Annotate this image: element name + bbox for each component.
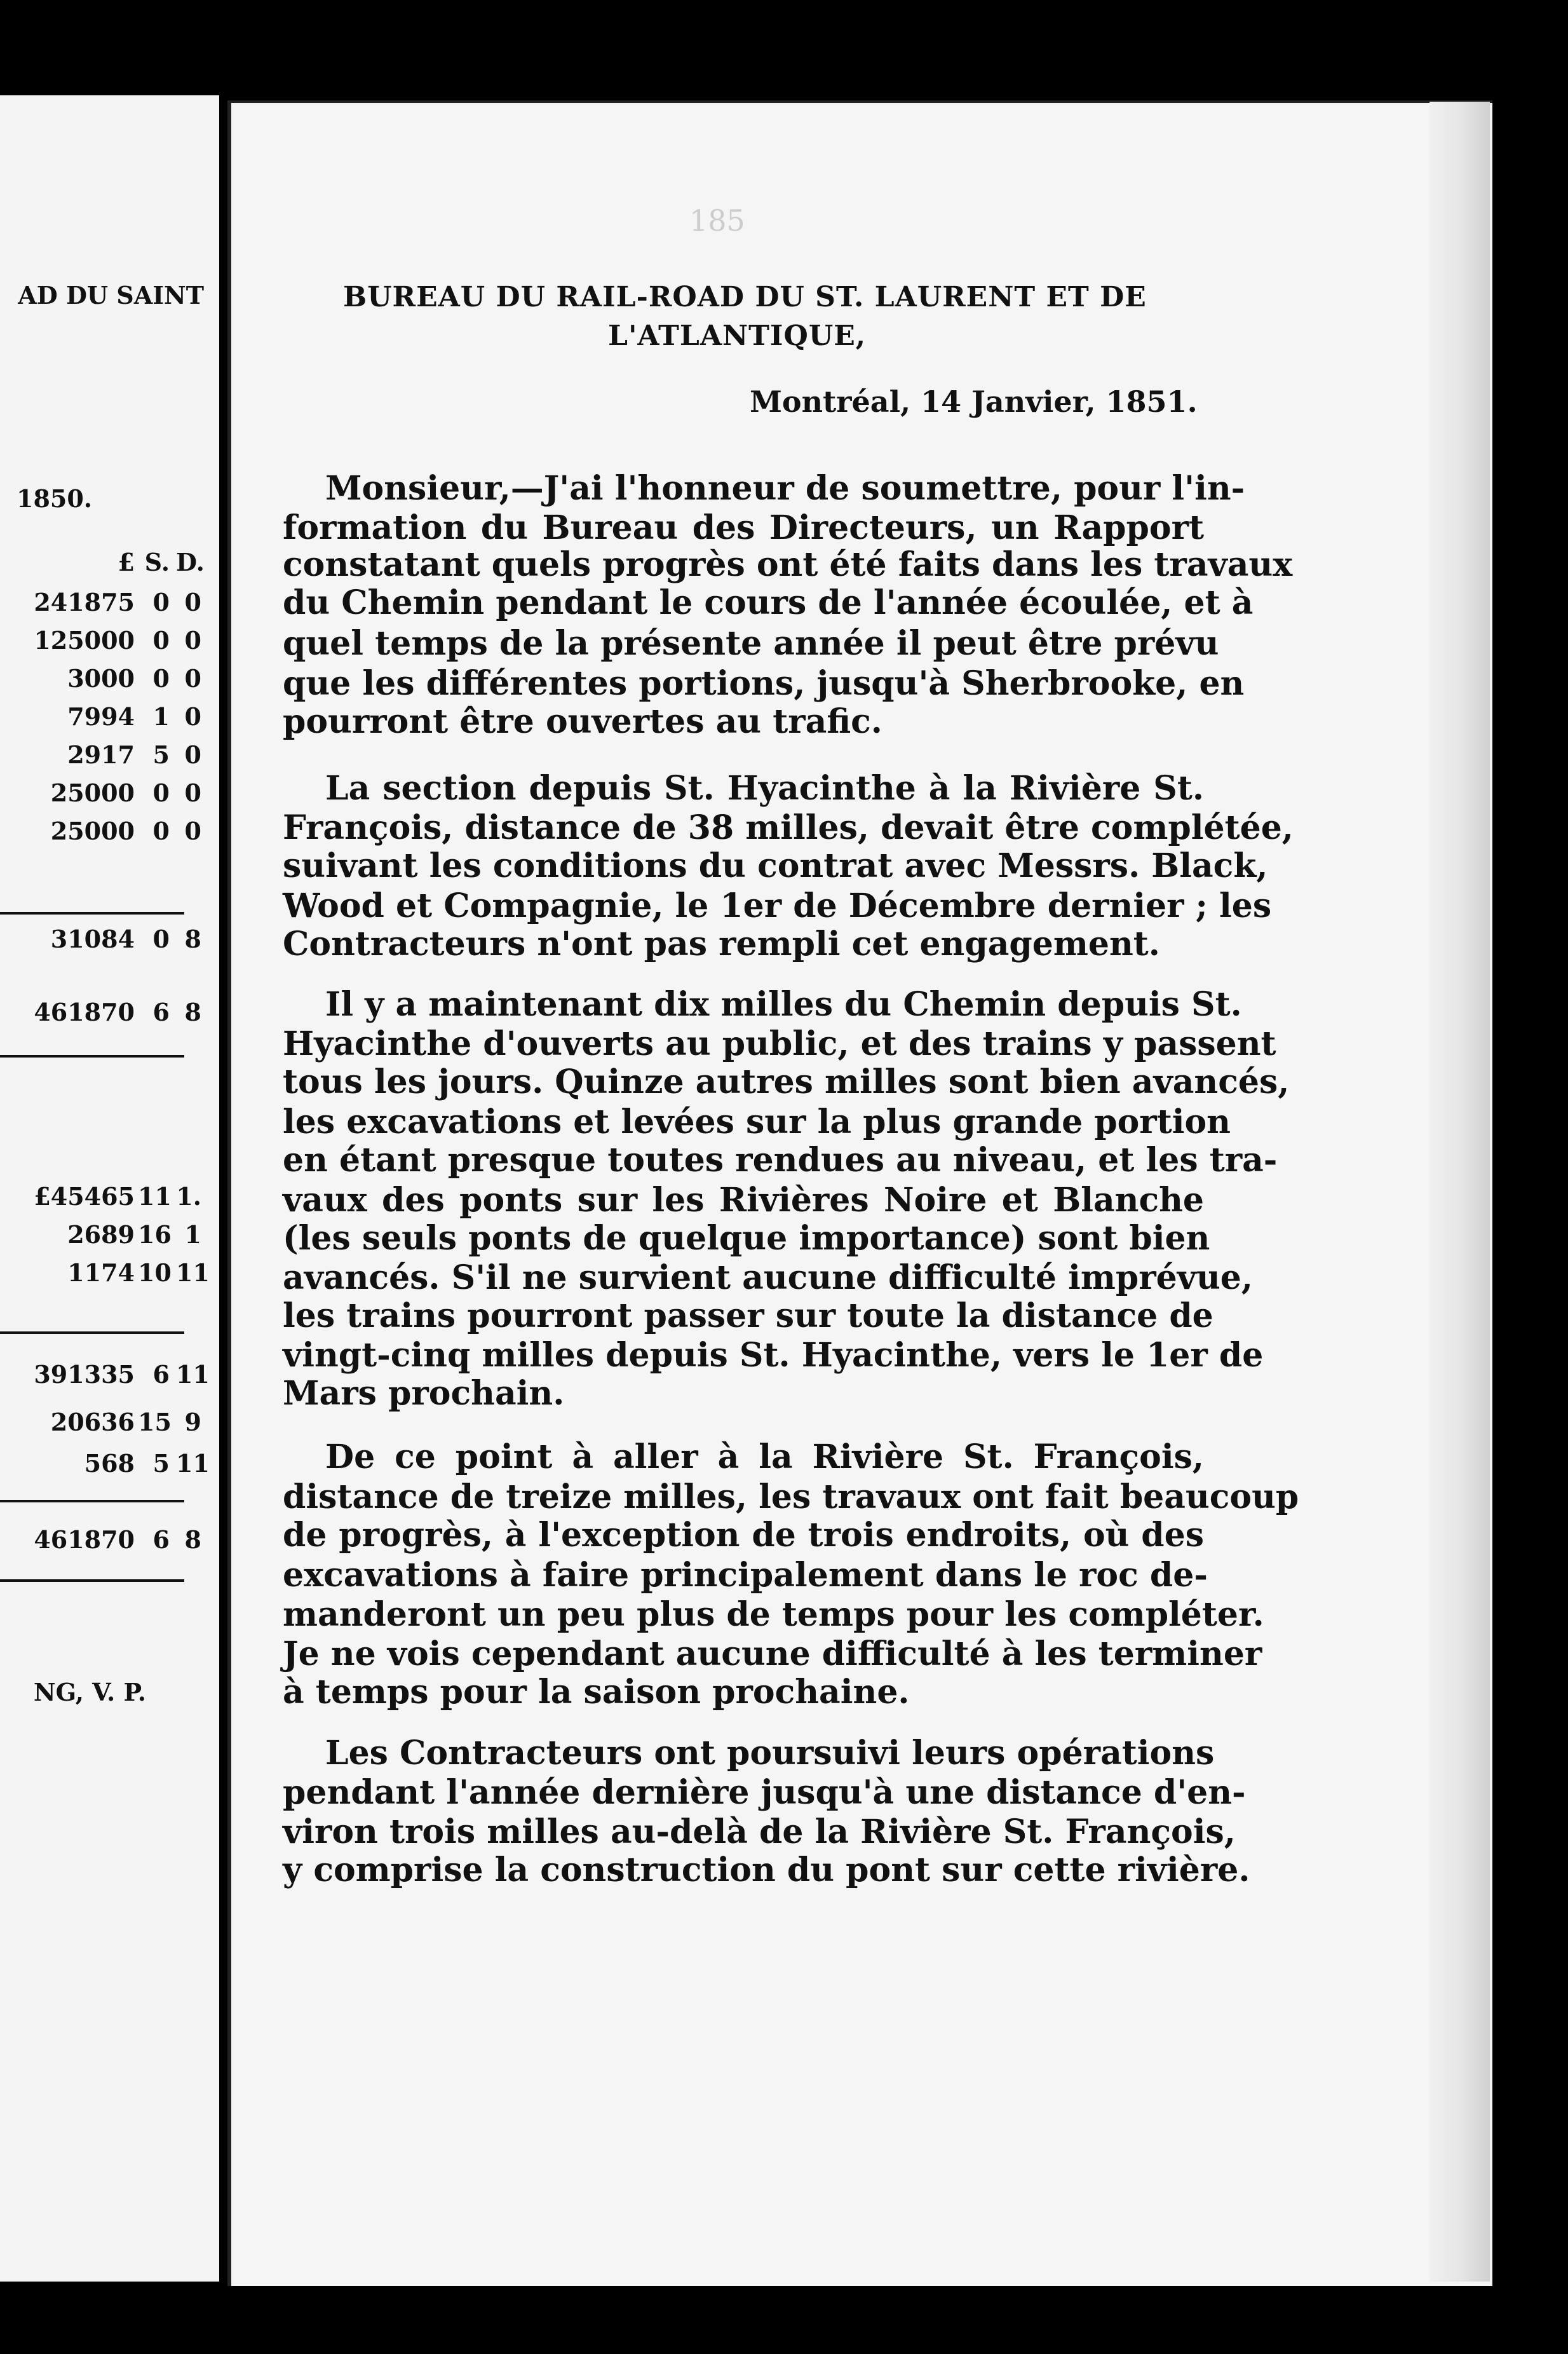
left-page-signature: NG, V. P. [33,1678,146,1706]
ledger-pence: 9 [184,1408,201,1436]
ledger-pence: 0 [184,740,201,769]
pound-header: £ [118,548,135,576]
heading-line-1: BUREAU DU RAIL-ROAD DU ST. LAURENT ET DE [343,281,1147,313]
ledger-pounds: 1174 [67,1258,135,1287]
body-line: De ce point à aller à la Rivière St. François, [325,1438,1204,1476]
left-page-year: 1850. [17,484,92,513]
ledger-pence: 0 [184,626,201,655]
ledger-pence: 11 [176,1449,210,1478]
page-edge [1429,102,1490,2282]
ledger-pence: 11 [176,1258,210,1287]
page-number: 185 [689,203,745,238]
body-line: à temps pour la saison prochaine. [283,1673,910,1711]
body-line: Hyacinthe d'ouverts au public, et des trains y passent [283,1024,1276,1063]
ledger-shillings: 0 [152,779,170,807]
ledger-pounds: 25000 [50,817,135,845]
body-line: constatant quels progrès ont été faits dans les travaux [283,545,1293,584]
body-line: viron trois milles au-delà de la Rivière St. François, [283,1813,1236,1851]
body-line: Monsieur,—J'ai l'honneur de soumettre, pour l'in- [325,469,1245,508]
body-line: vingt-cinq milles depuis St. Hyacinthe, vers le 1er de [283,1336,1264,1375]
ledger-pence: 1 [184,1220,201,1249]
ledger-pence: 8 [184,925,201,953]
ledger-pounds: £45465 [34,1182,135,1211]
ledger-pence: 0 [184,779,201,807]
ledger-shillings: 0 [152,664,170,693]
ledger-pounds: 20636 [50,1408,135,1436]
ledger-shillings: 16 [138,1220,172,1249]
body-line: excavations à faire principalement dans le roc de- [283,1556,1208,1595]
ledger-rule [0,1331,184,1334]
ledger-row [0,1525,219,1557]
ledger-shillings: 6 [152,1525,170,1554]
ledger-rule [0,1579,184,1582]
ledger-row [0,1408,219,1439]
body-line: y comprise la construction du pont sur cette rivière. [283,1851,1250,1889]
ledger-pence: 8 [184,1525,201,1554]
ledger-row [0,1220,219,1252]
ledger-shillings: 10 [138,1258,172,1287]
ledger-shillings: 1 [152,702,170,731]
ledger-pence: 0 [184,588,201,616]
ledger-row [0,817,219,848]
body-line: suivant les conditions du contrat avec Messrs. Black, [283,847,1268,885]
body-line: distance de treize milles, les travaux ont fait beaucoup [283,1478,1299,1516]
ledger-row [0,626,219,658]
ledger-row [0,779,219,810]
body-line: Contracteurs n'ont pas rempli cet engagement. [283,925,1160,963]
ledger-pounds: 7994 [67,702,135,731]
left-page-col-headers [0,548,219,580]
dateline: Montréal, 14 Janvier, 1851. [750,384,1198,419]
ledger-row [0,664,219,696]
ledger-rule [0,912,184,915]
ledger-shillings: 5 [152,740,170,769]
ledger-pence: 0 [184,702,201,731]
body-line: les trains pourront passer sur toute la distance de [283,1296,1213,1335]
ledger-pounds: 31084 [50,925,135,953]
body-line: quel temps de la présente année il peut être prévu [283,624,1219,663]
body-line: Les Contracteurs ont poursuivi leurs opérations [325,1734,1215,1772]
ledger-row [0,1258,219,1290]
ledger-pounds: 241875 [34,588,135,616]
body-line: pendant l'année dernière jusqu'à une distance d'en- [283,1773,1246,1812]
body-line: (les seuls ponts de quelque importance) sont bien [283,1219,1210,1258]
left-page-header: AD DU SAINT [18,281,204,310]
body-line: avancés. S'il ne survient aucune difficulté imprévue, [283,1258,1253,1297]
body-line: que les différentes portions, jusqu'à Sherbrooke, en [283,664,1245,703]
body-line: François, distance de 38 milles, devait être complétée, [283,808,1294,847]
ledger-row [0,588,219,620]
body-line: La section depuis St. Hyacinthe à la Rivière St. [325,769,1204,808]
ledger-row [0,998,219,1030]
body-line: tous les jours. Quinze autres milles sont bien avancés, [283,1063,1290,1101]
ledger-shillings: 0 [152,626,170,655]
ledger-row [0,740,219,772]
ledger-shillings: 5 [152,1449,170,1478]
ledger-shillings: 0 [152,925,170,953]
body-line: pourront être ouvertes au trafic. [283,702,882,741]
pence-header: D. [176,548,205,576]
body-line: formation du Bureau des Directeurs, un Rapport [283,508,1204,547]
body-line: vaux des ponts sur les Rivières Noire et Blanche [283,1181,1204,1220]
ledger-shillings: 11 [138,1182,172,1211]
ledger-row [0,925,219,956]
ledger-pounds: 2917 [67,740,135,769]
ledger-rule [0,1500,184,1502]
ledger-pounds: 461870 [34,998,135,1026]
ledger-shillings: 15 [138,1408,172,1436]
ledger-pence: 11 [176,1360,210,1389]
body-line: manderont un peu plus de temps pour les compléter. [283,1595,1264,1634]
ledger-pounds: 125000 [34,626,135,655]
ledger-pounds: 25000 [50,779,135,807]
shilling-header: S. [144,548,170,576]
ledger-pounds: 391335 [34,1360,135,1389]
body-line: Je ne vois cependant aucune difficulté à les terminer [283,1635,1262,1673]
body-line: en étant presque toutes rendues au niveau, et les tra- [283,1141,1278,1180]
ledger-pounds: 568 [84,1449,135,1478]
body-line: Il y a maintenant dix milles du Chemin depuis St. [325,985,1242,1024]
ledger-pence: 8 [184,998,201,1026]
ledger-shillings: 0 [152,817,170,845]
ledger-shillings: 0 [152,588,170,616]
ledger-shillings: 6 [152,998,170,1026]
ledger-pounds: 461870 [34,1525,135,1554]
ledger-shillings: 6 [152,1360,170,1389]
ledger-pence: 0 [184,664,201,693]
ledger-row [0,1360,219,1392]
body-line: de progrès, à l'exception de trois endroits, où des [283,1516,1204,1555]
body-line: Mars prochain. [283,1374,565,1413]
ledger-pounds: 3000 [67,664,135,693]
body-line: du Chemin pendant le cours de l'année écoulée, et à [283,583,1254,622]
ledger-row [0,702,219,734]
body-line: les excavations et levées sur la plus grande portion [283,1103,1231,1141]
left-page [0,95,219,2282]
ledger-pence: 0 [184,817,201,845]
heading-line-2: L'ATLANTIQUE, [608,320,867,352]
ledger-pounds: 2689 [67,1220,135,1249]
ledger-row [0,1182,219,1214]
ledger-rule [0,1055,184,1058]
ledger-pence: 1. [176,1182,201,1211]
ledger-row [0,1449,219,1481]
body-line: Wood et Compagnie, le 1er de Décembre dernier ; les [283,887,1272,925]
